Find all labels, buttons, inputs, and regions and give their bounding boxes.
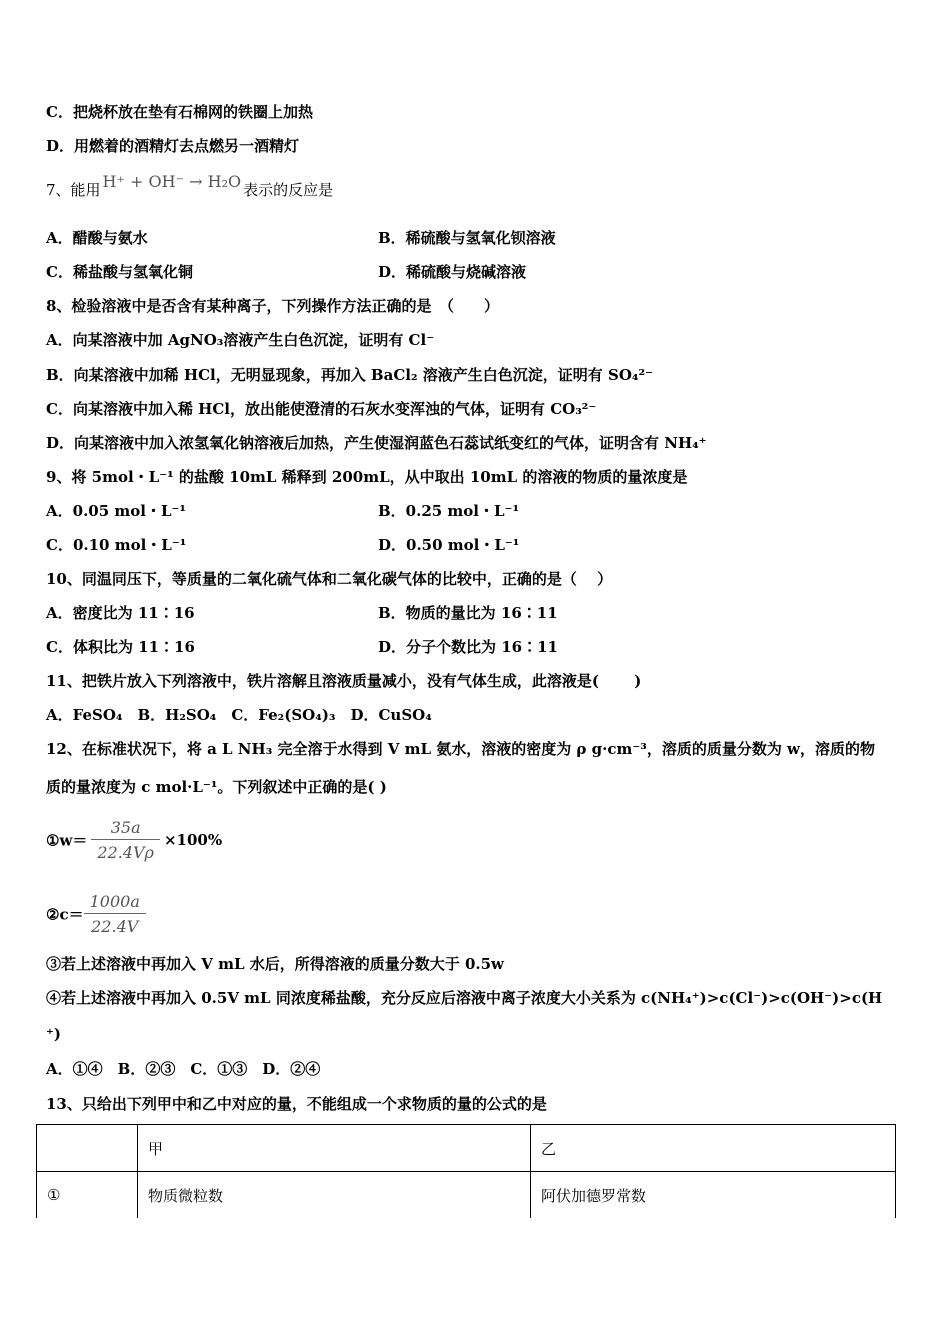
q12-statement-1 [46,818,222,862]
q7-stem [46,172,334,200]
q10-option-d: D．分子个数比为 16∶11 [378,638,558,656]
q12-stem-line1: 12、在标准状况下，将 a L NH₃ 完全溶于水得到 V mL 氨水，溶液的密度为 ρ g·cm⁻³，溶质的质量分数为 w，溶质的物 [46,740,875,758]
table-header-cell: 甲 [138,1125,531,1172]
q12-stem-line2: 质的量浓度为 c mol·L⁻¹。下列叙述中正确的是( ) [46,778,387,796]
q10-option-b: B．物质的量比为 16∶11 [378,604,558,622]
q7-option-d: D．稀硫酸与烧碱溶液 [378,263,527,281]
table-header-cell: 乙 [531,1125,896,1172]
q9-option-d: D．0.50 mol・L⁻¹ [378,536,520,554]
q12-s2-numerator: 1000a [89,892,140,911]
q12-statement-4-line2: ⁺) [46,1025,62,1043]
q10-option-c: C．体积比为 11∶16 [46,638,195,656]
table-row [37,1172,896,1219]
q10-stem: 10、同温同压下，等质量的二氧化硫气体和二氧化碳气体的比较中，正确的是（ ） [46,570,613,588]
q7-option-c: C．稀盐酸与氢氧化铜 [46,263,193,281]
q6-option-c: C．把烧杯放在垫有石棉网的铁圈上加热 [46,103,313,121]
table-cell: 物质微粒数 [138,1172,531,1219]
q8-option-d: D．向某溶液中加入浓氢氧化钠溶液后加热，产生使湿润蓝色石蕊试纸变红的气体，证明含有 NH₄⁺ [46,434,707,452]
q7-option-a: A．醋酸与氨水 [46,229,148,247]
q12-s1-suffix: ×100% [163,831,223,849]
table-header-cell [37,1125,138,1172]
q6-option-d: D．用燃着的酒精灯去点燃另一酒精灯 [46,137,300,155]
q10-option-a: A．密度比为 11∶16 [46,604,195,622]
q7-option-b: B．稀硫酸与氢氧化钡溶液 [378,229,556,247]
q12-s1-denominator: 22.4Vρ [91,839,160,862]
q12-s1-prefix: ①w＝ [46,831,88,850]
q7-equation: H⁺ + OH⁻ → H₂O [102,172,242,191]
table-header-row [37,1125,896,1172]
q12-statement-2 [46,892,150,936]
q9-option-a: A．0.05 mol・L⁻¹ [46,502,187,520]
q9-stem: 9、将 5mol・L⁻¹ 的盐酸 10mL 稀释到 200mL，从中取出 10mL 的溶液的物质的量浓度是 [46,468,688,486]
q9-option-c: C．0.10 mol・L⁻¹ [46,536,187,554]
q8-option-b: B．向某溶液中加稀 HCl，无明显现象，再加入 BaCl₂ 溶液产生白色沉淀，证明有 SO₄²⁻ [46,366,653,384]
q8-option-c: C．向某溶液中加入稀 HCl，放出能使澄清的石灰水变浑浊的气体，证明有 CO₃²⁻ [46,400,597,418]
q9-option-b: B．0.25 mol・L⁻¹ [378,502,520,520]
q8-stem: 8、检验溶液中是否含有某种离子，下列操作方法正确的是 （ ） [46,297,499,315]
q12-options: A．①④ B．②③ C．①③ D．②④ [46,1060,321,1078]
q8-option-a: A．向某溶液中加 AgNO₃溶液产生白色沉淀，证明有 Cl⁻ [46,331,435,349]
q13-table [36,1124,896,1218]
q12-s2-denominator: 22.4V [84,913,146,936]
q12-statement-3: ③若上述溶液中再加入 V mL 水后，所得溶液的质量分数大于 0.5w [46,955,504,973]
q7-prefix: 7、能用 [46,181,101,199]
q11-options: A．FeSO₄ B．H₂SO₄ C．Fe₂(SO₄)₃ D．CuSO₄ [46,706,432,724]
q7-suffix: 表示的反应是 [243,181,334,199]
q12-s1-fraction [91,818,160,862]
table-cell: 阿伏加德罗常数 [531,1172,896,1219]
q12-s2-fraction [84,892,146,936]
q13-stem: 13、只给出下列甲中和乙中对应的量，不能组成一个求物质的量的公式的是 [46,1095,547,1113]
q12-s2-prefix: ②c＝ [46,905,84,924]
table-cell: ① [37,1172,138,1219]
q11-stem: 11、把铁片放入下列溶液中，铁片溶解且溶液质量减小，没有气体生成，此溶液是( ) [46,672,642,690]
q12-statement-4-line1: ④若上述溶液中再加入 0.5V mL 同浓度稀盐酸，充分反应后溶液中离子浓度大小关系为 c(NH₄⁺)>c(Cl⁻)>c(OH⁻)>c(H [46,989,883,1007]
q12-s1-numerator: 35a [110,818,141,837]
